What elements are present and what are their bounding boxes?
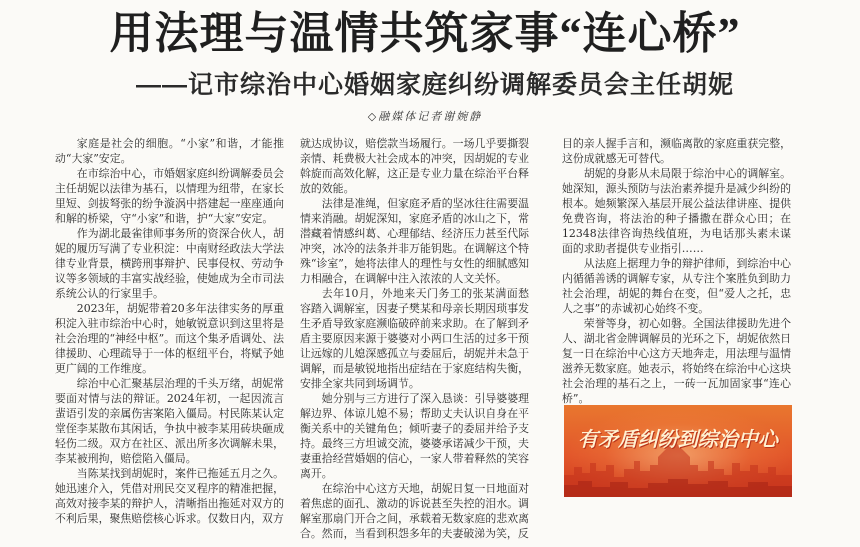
paragraph: 她分别与三方进行了深入恳谈：引导婆婆理解边界、体谅儿媳不易；帮助丈夫认识自身在平衡关系中的关键角色；倾听妻子的委屈并给予支持。最终三方坦诚交流，婆婆承诺减少干预，夫妻重拾经营婚姻的信心，一家人带着释然的笑容离开。	[300, 392, 529, 480]
paragraph-continued: 目的亲人握手言和，濒临离散的家庭重获完整，这份成就感无可替代。	[562, 137, 791, 165]
banner-slogan: 有矛盾纠纷到综治中心	[578, 427, 778, 451]
paragraph: 作为湖北最雀律师事务所的资深合伙人，胡妮的履历写满了专业积淀：中南财经政法大学法律专业背景，横跨刑事辩护、民事侵权、劳动争议等多领域的丰富实战经验，使她成为全市司法系统公认的行家里手。	[55, 227, 284, 300]
article-subtitle: ——记市综治中心婚姻家庭纠纷调解委员会主任胡妮	[135, 71, 734, 99]
paragraph: 荣誉等身，初心如磐。全国法律援助先进个人、湖北省金牌调解员的光环之下，胡妮依然日复一日在综治中心这方天地奔走，用法理与温情滋养无数家庭。她表示，将始终在综治中心这块社会治理的基石之上，一砖一瓦加固家事“连心桥”。	[562, 317, 791, 405]
paragraph: 2023年，胡妮带着20多年法律实务的厚重积淀入驻市综治中心时，她敏锐意识到这里将是社会治理的“神经中枢”。而这个集矛盾调处、法律援助、心理疏导于一体的枢纽平台，将赋予她更广阔的工作维度。	[55, 302, 284, 375]
paragraph: 家庭是社会的细胞。“小家”和谐，才能推动“大家”安定。	[55, 137, 284, 165]
text-column-1	[55, 136, 284, 528]
article-title: 用法理与温情共筑家事“连心桥”	[109, 9, 741, 58]
paragraph: 去年10月，外地来天门务工的张某满面愁容踏入调解室，因妻子樊某和母亲长期因琐事发生矛盾导致家庭濒临破碎前来求助。在了解到矛盾主要原因来源于婆婆对小两口生活的过多干预让远嫁的儿媳深感孤立与委屈后，胡妮并未急于调解，而是敏锐地指出症结在于家庭结构失衡，安排全家共同到场调节。	[300, 287, 529, 390]
article-photo-banner	[564, 405, 792, 497]
paragraph: 胡妮的身影从未局限于综治中心的调解室。她深知，源头预防与法治素养提升是减少纠纷的根本。她频繁深入基层开展公益法律讲座、提供免费咨询，将法治的种子播撒在群众心田；在12348法律咨询热线值班，为电话那头素未谋面的求助者提供专业指引……	[562, 167, 791, 255]
paragraph: 在综治中心这方天地，胡妮日复一日地面对着焦虑的面孔、激动的诉说甚至失控的泪水。调解室那扇门开合之间，承载着无数家庭的悲欢离合。然而，当看到积怨多年的夫妻破涕为笑，反	[300, 482, 529, 540]
text-column-2	[300, 136, 529, 540]
paragraph: 从法庭上据理力争的辩护律师，到综治中心内循循善诱的调解专家，从专注个案胜负到助力社会治理，胡妮的舞台在变，但“爱人之托，忠人之事”的赤诚初心始终不变。	[562, 257, 791, 315]
text-column-3	[562, 136, 791, 405]
paragraph-continued: 就达成协议，赔偿款当场履行。一场几乎要撕裂亲情、耗费极大社会成本的冲突，因胡妮的专业斡旋而高效化解，这正是专业力量在综治平台释放的效能。	[300, 137, 529, 195]
paragraph: 在市综治中心，市婚姻家庭纠纷调解委员会主任胡妮以法律为基石，以情理为纽带，在家长里短、剑拔弩张的纷争漩涡中搭建起一座座通向和解的桥梁，守“小家”和谐，护“大家”安定。	[55, 167, 284, 225]
paragraph: 综治中心汇聚基层治理的千头万绪，胡妮常要面对情与法的辩证。2024年初，一起因流言蜚语引发的亲属伤害案陷入僵局。村民陈某认定堂侄李某散布其闲话，争执中被李某用砖块砸成轻伤二级。双方在社区、派出所多次调解未果，李某被刑拘，赔偿陷入僵局。	[55, 377, 284, 465]
article-byline: ◇融媒体记者谢婉静	[367, 110, 483, 123]
paragraph: 当陈某找到胡妮时，案件已拖延五月之久。她迅速介入，凭借对刑民交叉程序的精准把握，高效对接李某的辩护人，清晰指出拖延对双方的不利后果，聚焦赔偿核心诉求。仅数日内，双方	[55, 467, 284, 525]
paragraph: 法律是准绳，但家庭矛盾的坚冰往往需要温情来消融。胡妮深知，家庭矛盾的冰山之下，常潜藏着情感纠葛、心理郁结、经济压力甚至代际冲突，冰冷的法条并非万能钥匙。在调解这个特殊“诊室”，她将法律人的理性与女性的细腻感知力相融合，在调解中注入浓浓的人文关怀。	[300, 197, 529, 285]
